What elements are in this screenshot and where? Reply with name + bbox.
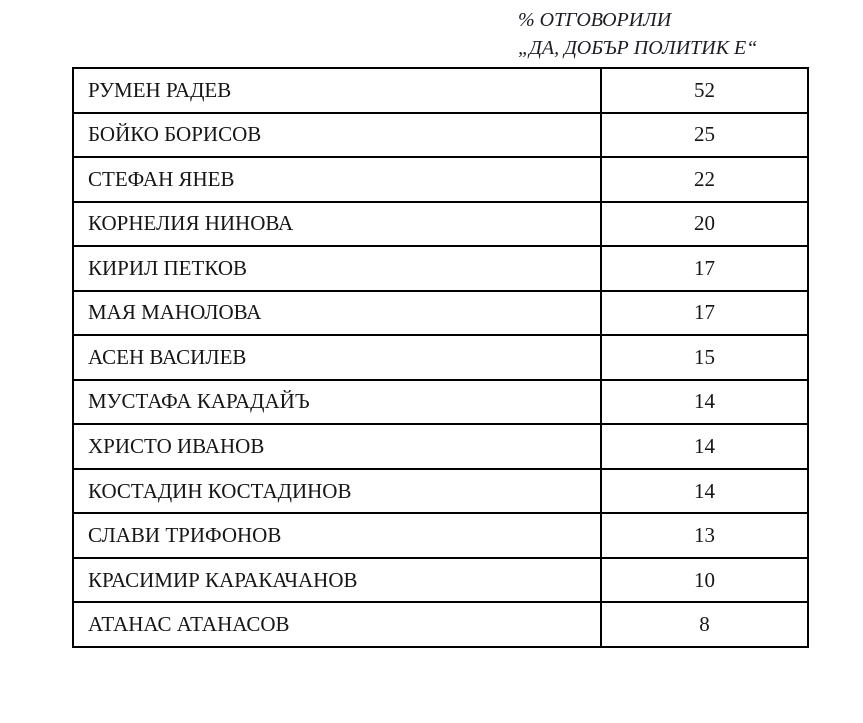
table-row [73, 469, 808, 514]
percent-value-cell: 17 [601, 291, 808, 336]
percent-value-cell: 10 [601, 558, 808, 603]
table-row [73, 513, 808, 558]
table-row [73, 602, 808, 647]
percent-value-cell: 15 [601, 335, 808, 380]
percent-value-cell: 8 [601, 602, 808, 647]
percent-value-cell: 22 [601, 157, 808, 202]
percent-value-cell: 17 [601, 246, 808, 291]
politician-name-cell: АСЕН ВАСИЛЕВ [73, 335, 601, 380]
percent-value-cell: 52 [601, 68, 808, 113]
politician-name-cell: СЛАВИ ТРИФОНОВ [73, 513, 601, 558]
percent-value-cell: 13 [601, 513, 808, 558]
table-row [73, 157, 808, 202]
politician-name-cell: БОЙКО БОРИСОВ [73, 113, 601, 158]
politician-name-cell: СТЕФАН ЯНЕВ [73, 157, 601, 202]
politician-name-cell: МУСТАФА КАРАДАЙЪ [73, 380, 601, 425]
table-row [73, 113, 808, 158]
table-row [73, 335, 808, 380]
percent-value-cell: 14 [601, 469, 808, 514]
table-row [73, 380, 808, 425]
table-row [73, 424, 808, 469]
percent-value-cell: 14 [601, 380, 808, 425]
politician-name-cell: РУМЕН РАДЕВ [73, 68, 601, 113]
percent-value-cell: 25 [601, 113, 808, 158]
percent-value-cell: 14 [601, 424, 808, 469]
column-header-line2: „ДА, ДОБЪР ПОЛИТИК Е“ [518, 37, 758, 59]
politician-name-cell: КРАСИМИР КАРАКАЧАНОВ [73, 558, 601, 603]
column-header-line1: % ОТГОВОРИЛИ [518, 9, 672, 31]
table-row [73, 558, 808, 603]
table-row [73, 291, 808, 336]
politician-name-cell: МАЯ МАНОЛОВА [73, 291, 601, 336]
percent-value-cell: 20 [601, 202, 808, 247]
politician-name-cell: КОРНЕЛИЯ НИНОВА [73, 202, 601, 247]
table-row [73, 202, 808, 247]
column-header-note [518, 6, 757, 62]
politician-name-cell: ХРИСТО ИВАНОВ [73, 424, 601, 469]
poll-results-table [72, 67, 809, 648]
table-row [73, 246, 808, 291]
politician-name-cell: КИРИЛ ПЕТКОВ [73, 246, 601, 291]
politician-name-cell: АТАНАС АТАНАСОВ [73, 602, 601, 647]
table-row [73, 68, 808, 113]
politician-name-cell: КОСТАДИН КОСТАДИНОВ [73, 469, 601, 514]
